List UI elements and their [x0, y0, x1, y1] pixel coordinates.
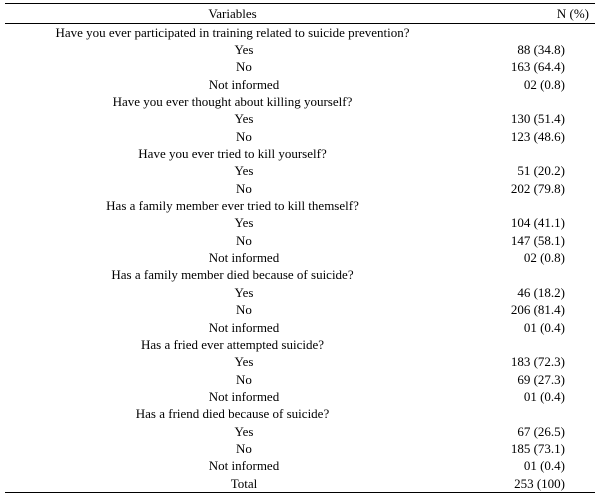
answer-label-text: Yes [234, 42, 254, 58]
question-value-empty [460, 336, 595, 353]
answer-row [5, 371, 595, 388]
answer-label [5, 128, 460, 145]
answer-label [5, 59, 460, 76]
answer-label [5, 319, 460, 336]
answer-row [5, 163, 595, 180]
question-label-text: Have you ever participated in training related to suicide prevention? [55, 24, 410, 40]
question-label [5, 24, 460, 42]
answer-label [5, 76, 460, 93]
answer-value: 02 (0.8) [523, 250, 565, 266]
answer-label-text: No [236, 59, 252, 75]
answer-label-text: Yes [234, 284, 254, 300]
answer-row [5, 423, 595, 440]
header-n-percent: N (%) [460, 4, 595, 24]
question-value-empty [460, 267, 595, 284]
answer-label [5, 458, 460, 475]
answer-value: 02 (0.8) [523, 76, 565, 92]
answer-label-text: No [236, 371, 252, 387]
answer-row [5, 215, 595, 232]
question-label-text: Have you ever tried to kill yourself? [138, 146, 327, 162]
answer-label [5, 41, 460, 58]
question-label [5, 336, 460, 353]
answer-row [5, 440, 595, 457]
answer-row [5, 302, 595, 319]
data-table-container [5, 3, 595, 493]
answer-row [5, 458, 595, 475]
answer-label [5, 163, 460, 180]
total-label [5, 475, 460, 493]
answer-label [5, 302, 460, 319]
answer-label [5, 232, 460, 249]
answer-label [5, 215, 460, 232]
question-row [5, 267, 595, 284]
header-variables: Variables [5, 4, 460, 24]
answer-row [5, 284, 595, 301]
answer-label-text: No [236, 302, 252, 318]
answer-label-text: Not informed [208, 319, 280, 335]
answer-value: 206 (81.4) [510, 302, 565, 318]
question-row [5, 145, 595, 162]
answer-label-text: Yes [234, 163, 254, 179]
answer-row [5, 319, 595, 336]
question-label [5, 406, 460, 423]
answer-label [5, 440, 460, 457]
question-label [5, 267, 460, 284]
question-label-text: Has a fried ever attempted suicide? [141, 336, 324, 352]
question-label-text: Has a family member died because of suicide? [111, 267, 354, 283]
answer-value: 147 (58.1) [510, 232, 565, 248]
answer-label-text: Yes [234, 111, 254, 127]
answer-label-text: Yes [234, 215, 254, 231]
answer-label [5, 371, 460, 388]
answer-label-text: Not informed [208, 458, 280, 474]
answer-value: 185 (73.1) [510, 440, 565, 456]
question-value-empty [460, 406, 595, 423]
header-row [5, 4, 595, 24]
answer-label [5, 388, 460, 405]
answer-value: 67 (26.5) [517, 423, 565, 439]
answer-value: 88 (34.8) [517, 42, 565, 58]
answer-value: 130 (51.4) [510, 111, 565, 127]
answer-value: 163 (64.4) [510, 59, 565, 75]
answer-row [5, 354, 595, 371]
answer-label-text: Yes [234, 354, 254, 370]
question-row [5, 336, 595, 353]
answer-value: 01 (0.4) [523, 388, 565, 404]
answer-label-text: Not informed [208, 250, 280, 266]
answer-label [5, 249, 460, 266]
answer-label-text: Not informed [208, 76, 280, 92]
question-label [5, 93, 460, 110]
answer-value: 202 (79.8) [510, 180, 565, 196]
answer-label-text: No [236, 440, 252, 456]
answer-label [5, 284, 460, 301]
answer-row [5, 59, 595, 76]
answer-row [5, 41, 595, 58]
survey-table [5, 3, 595, 493]
table-body [5, 24, 595, 493]
answer-label-text: No [236, 232, 252, 248]
answer-value: 123 (48.6) [510, 128, 565, 144]
answer-row [5, 111, 595, 128]
answer-row [5, 388, 595, 405]
answer-value: 01 (0.4) [523, 458, 565, 474]
answer-value: 104 (41.1) [510, 215, 565, 231]
answer-row [5, 180, 595, 197]
answer-value: 01 (0.4) [523, 319, 565, 335]
question-value-empty [460, 24, 595, 42]
question-label-text: Has a friend died because of suicide? [135, 406, 330, 422]
answer-row [5, 249, 595, 266]
question-label [5, 197, 460, 214]
question-row [5, 24, 595, 42]
answer-label [5, 423, 460, 440]
total-label-text: Total [230, 475, 258, 491]
answer-label-text: Yes [234, 423, 254, 439]
question-row [5, 197, 595, 214]
answer-label-text: No [236, 180, 252, 196]
question-label [5, 145, 460, 162]
answer-label-text: No [236, 128, 252, 144]
question-value-empty [460, 197, 595, 214]
answer-label [5, 180, 460, 197]
answer-label-text: Not informed [208, 388, 280, 404]
total-value: 253 (100) [460, 475, 595, 493]
question-label-text: Have you ever thought about killing yourself? [112, 94, 353, 110]
question-value-empty [460, 145, 595, 162]
question-row [5, 93, 595, 110]
answer-value: 183 (72.3) [510, 354, 565, 370]
total-row [5, 475, 595, 493]
answer-value: 69 (27.3) [517, 371, 565, 387]
question-value-empty [460, 93, 595, 110]
answer-label [5, 354, 460, 371]
question-label-text: Has a family member ever tried to kill themself? [106, 198, 359, 214]
answer-label [5, 111, 460, 128]
answer-row [5, 232, 595, 249]
answer-value: 51 (20.2) [517, 163, 565, 179]
question-row [5, 406, 595, 423]
answer-value: 46 (18.2) [517, 284, 565, 300]
answer-row [5, 76, 595, 93]
answer-row [5, 128, 595, 145]
